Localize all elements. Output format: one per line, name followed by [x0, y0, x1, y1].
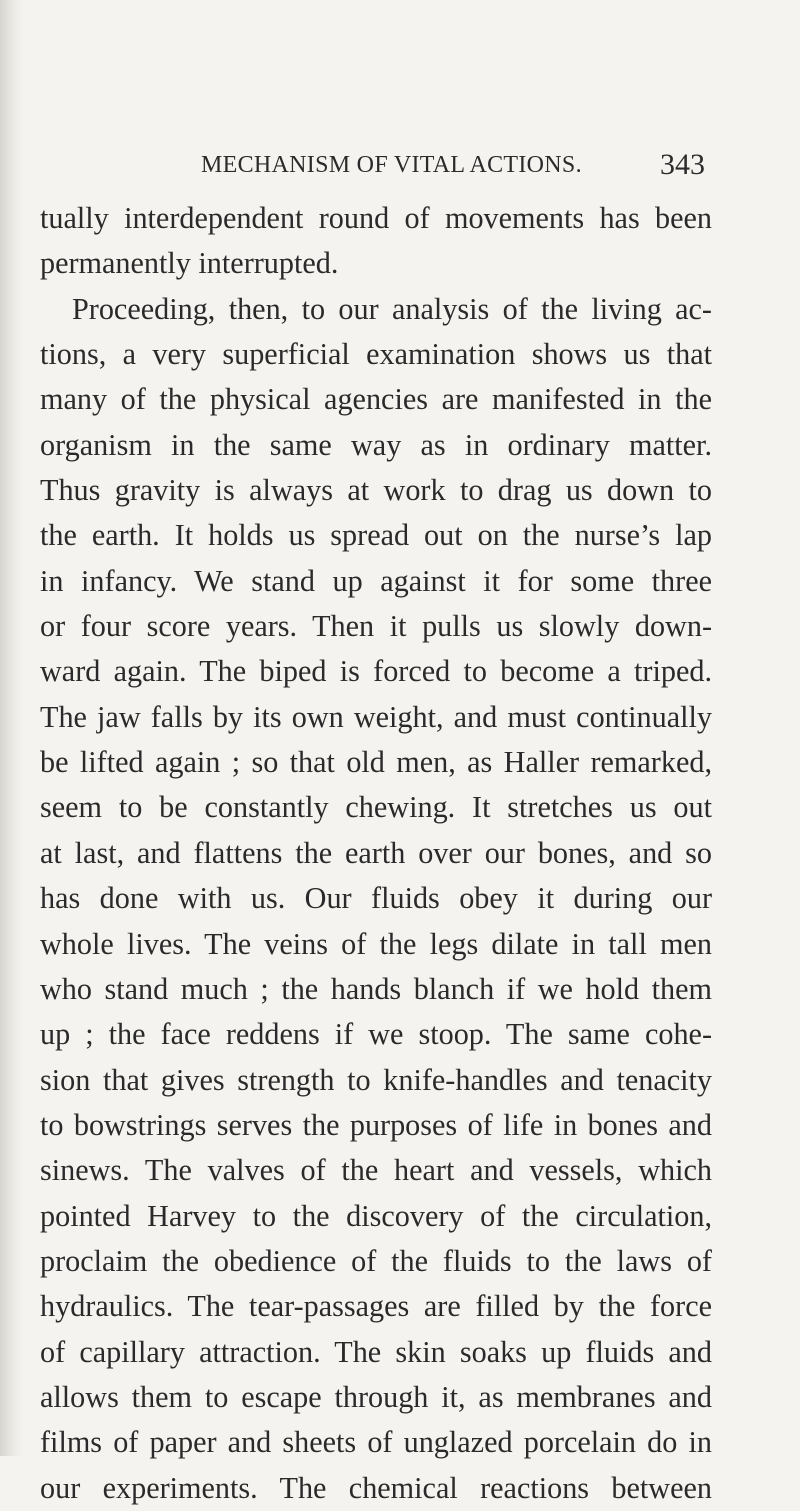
text-line: seem to be constantly chewing. It stretches us out: [40, 790, 712, 825]
text-line: tions, a very superficial examination shows us that: [40, 337, 712, 372]
text-line: permanently interrupted.: [40, 246, 339, 281]
text-line: the earth. It holds us spread out on the nurse’s lap: [40, 518, 712, 553]
running-head: [201, 148, 705, 182]
text-line: Proceeding, then, to our analysis of the living ac-: [72, 291, 712, 326]
body-text: [40, 196, 712, 1511]
text-line: organism in the same way as in ordinary matter.: [40, 427, 712, 462]
text-line: hydraulics. The tear-passages are filled by the force: [40, 1289, 712, 1324]
text-line: who stand much ; the hands blanch if we hold them: [40, 971, 712, 1006]
text-line: tually interdependent round of movements has been: [40, 201, 712, 235]
text-line: pointed Harvey to the discovery of the circulation,: [40, 1198, 712, 1233]
text-line: has done with us. Our fluids obey it during our: [40, 881, 712, 916]
text-line: be lifted again ; so that old men, as Haller remarked,: [40, 745, 712, 780]
page-number: 343: [660, 148, 705, 181]
text-line: to bowstrings serves the purposes of life in bones and: [40, 1107, 712, 1142]
text-line: in infancy. We stand up against it for some three: [40, 563, 712, 598]
text-line: Thus gravity is always at work to drag us down to: [40, 473, 712, 508]
text-line: The jaw falls by its own weight, and must continually: [40, 699, 712, 734]
text-line: allows them to escape through it, as membranes and: [40, 1379, 712, 1414]
text-line: of capillary attraction. The skin soaks up fluids and: [40, 1334, 712, 1369]
text-line: films of paper and sheets of unglazed porcelain do in: [40, 1425, 712, 1460]
text-line: our experiments. The chemical reactions between: [40, 1470, 712, 1505]
text-line: proclaim the obedience of the fluids to the laws of: [40, 1243, 712, 1278]
text-line: or four score years. Then it pulls us slowly down-: [40, 609, 712, 644]
text-line: up ; the face reddens if we stoop. The same cohe-: [40, 1017, 712, 1052]
text-line: sinews. The valves of the heart and vessels, which: [40, 1153, 712, 1188]
page-edge-shadow: [0, 0, 22, 1456]
text-line: ward again. The biped is forced to become a triped.: [40, 654, 712, 689]
text-line: at last, and flattens the earth over our bones, and so: [40, 835, 712, 870]
text-line: sion that gives strength to knife-handles and tenacity: [40, 1062, 712, 1097]
text-line: whole lives. The veins of the legs dilate in tall men: [40, 926, 712, 961]
text-line: many of the physical agencies are manifested in the: [40, 382, 712, 417]
running-head-title: MECHANISM OF VITAL ACTIONS.: [201, 152, 582, 178]
